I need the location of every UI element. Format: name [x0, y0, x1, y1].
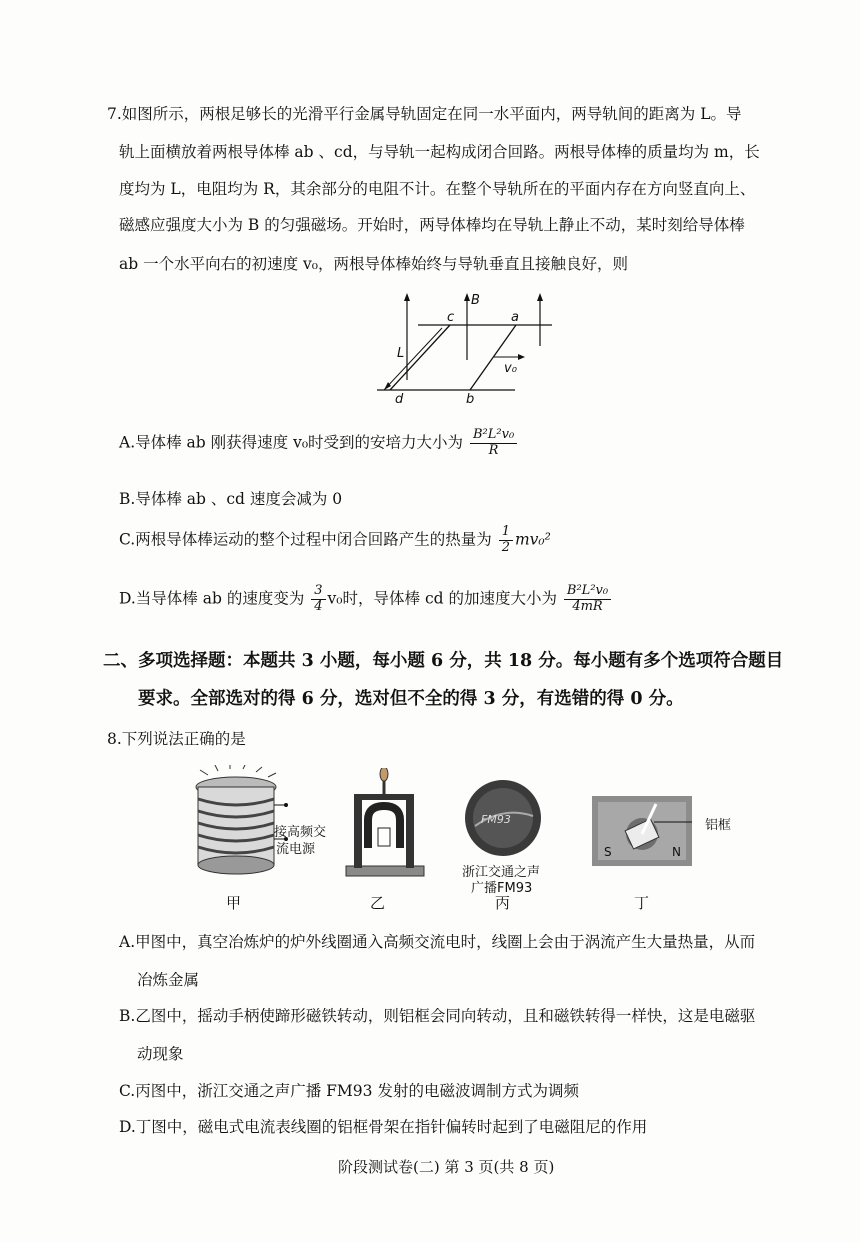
q7-option-c-expr: mv₀² — [514, 530, 551, 549]
numerator: B²L²v₀ — [564, 584, 611, 600]
label-b: b — [466, 392, 475, 407]
denominator: 2 — [501, 539, 510, 555]
denominator: 4mR — [572, 598, 603, 614]
q7-option-d-text2: v₀时，导体棒 cd 的加速度大小为 — [327, 589, 557, 608]
q8-option-d: D.丁图中，磁电式电流表线圈的铝框骨架在指针偏转时起到了电磁阻尼的作用 — [119, 1118, 648, 1136]
galvanometer-image — [592, 796, 692, 866]
label-L: L — [397, 346, 405, 361]
q7-option-d-text1: D.当导体棒 ab 的速度变为 — [119, 589, 305, 608]
furnace-coil-image — [188, 765, 288, 885]
caption-jia: 甲 — [226, 894, 242, 912]
q8-stem: 8.下列说法正确的是 — [107, 730, 246, 748]
numerator: B²L²v₀ — [470, 428, 517, 444]
q7-line3: 度均为 L，电阻均为 R，其余部分的电阻不计。在整个导轨所在的平面内存在方向竖直向上、 — [119, 180, 756, 198]
q7-option-c — [119, 525, 551, 556]
q8-option-a-line1: A.甲图中，真空冶炼炉的炉外线圈通入高频交流电时，线圈上会由于涡流产生大量热量，从而 — [119, 933, 756, 951]
fraction — [499, 525, 513, 556]
radio-broadcast-image — [463, 776, 543, 861]
numerator: 1 — [499, 525, 513, 541]
fm93-art-text: FM93 — [481, 813, 511, 826]
label-d: d — [395, 392, 404, 407]
section-heading-line2: 要求。全部选对的得 6 分，选对但不全的得 3 分，有选错的得 0 分。 — [138, 689, 684, 709]
caption-ding: 丁 — [634, 894, 650, 912]
q8-option-b-line1: B.乙图中，摇动手柄使蹄形磁铁转动，则铝框会同向转动，且和磁铁转得一样快，这是电磁驱 — [119, 1007, 756, 1025]
aluminum-frame-label: 铝框 — [705, 818, 732, 833]
q8-option-b-line2: 动现象 — [137, 1045, 184, 1063]
label-B: B — [471, 293, 480, 308]
furnace-label-1: 接高频交 — [274, 825, 327, 840]
caption-bing: 丙 — [495, 894, 511, 912]
q7-option-a — [119, 428, 519, 459]
label-v0: v₀ — [504, 361, 517, 376]
q7-option-c-text: C.两根导体棒运动的整个过程中闭合回路产生的热量为 — [119, 530, 492, 549]
fraction — [470, 428, 517, 459]
page-footer: 阶段测试卷(二) 第 3 页(共 8 页) — [338, 1158, 555, 1176]
label-c: c — [447, 310, 455, 325]
magnet-N-label: N — [672, 845, 681, 859]
q7-option-d — [119, 584, 613, 615]
q8-option-c: C.丙图中，浙江交通之声广播 FM93 发射的电磁波调制方式为调频 — [119, 1082, 579, 1100]
denominator: R — [488, 442, 499, 458]
q7-option-a-text: A.导体棒 ab 刚获得速度 v₀时受到的安培力大小为 — [119, 433, 464, 452]
section-heading-line1: 二、多项选择题：本题共 3 小题，每小题 6 分，共 18 分。每小题有多个选项符合题目 — [103, 651, 784, 671]
q8-option-a-line2: 冶炼金属 — [137, 971, 200, 989]
radio-label-2: 广播FM93 — [471, 881, 533, 896]
L-dimension — [384, 328, 442, 390]
rotating-magnet-image — [340, 768, 430, 883]
denominator: 4 — [314, 598, 323, 614]
magnet-S-label: S — [604, 845, 612, 859]
numerator: 3 — [311, 584, 325, 600]
q7-line2: 轨上面横放着两根导体棒 ab 、cd，与导轨一起构成闭合回路。两根导体棒的质量均为 m，长 — [119, 143, 760, 161]
caption-yi: 乙 — [370, 894, 386, 912]
q7-line1: 7.如图所示，两根足够长的光滑平行金属导轨固定在同一水平面内，两导轨间的距离为 L。导 — [107, 105, 742, 123]
q7-option-b: B.导体棒 ab 、cd 速度会减为 0 — [119, 490, 343, 508]
q7-line5: ab 一个水平向右的初速度 v₀，两根导体棒始终与导轨垂直且接触良好，则 — [119, 255, 628, 273]
q7-line4: 磁感应强度大小为 B 的匀强磁场。开始时，两导体棒均在导轨上静止不动，某时刻给导体棒 — [119, 216, 745, 234]
fraction — [564, 584, 611, 615]
fraction — [311, 584, 325, 615]
radio-label-1: 浙江交通之声 — [462, 865, 541, 880]
label-a: a — [511, 310, 519, 325]
furnace-label-2: 流电源 — [276, 842, 316, 857]
